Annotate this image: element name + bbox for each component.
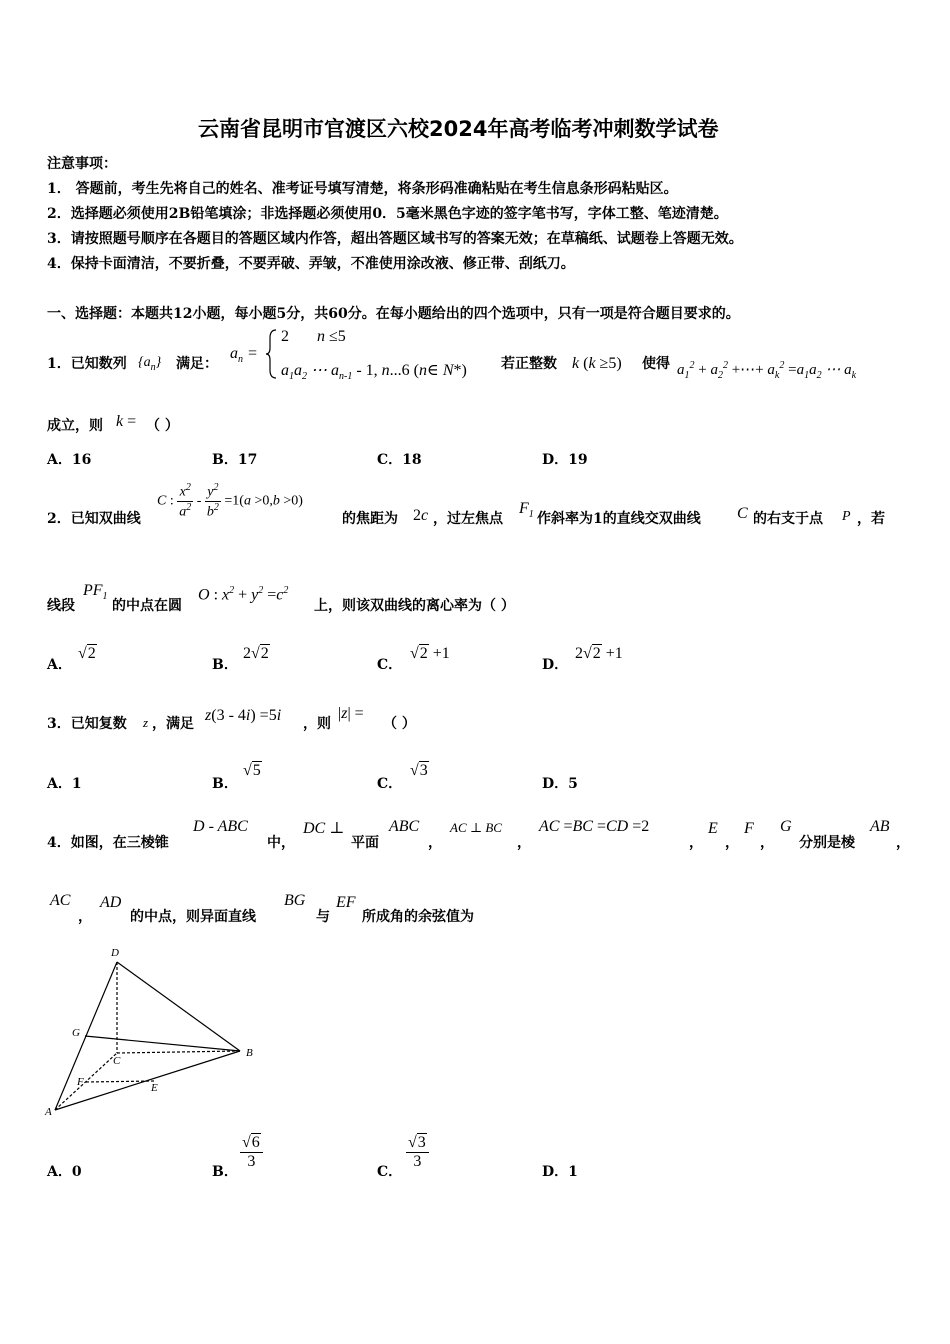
q4-comma-2: ， — [517, 835, 531, 851]
q3-text-1: 3．已知复数 — [47, 716, 127, 732]
q2-text-1: 2．已知双曲线 — [47, 511, 141, 527]
q2-p: P — [842, 509, 851, 524]
q1-seq-an: $\{a_n\}$ — [138, 355, 162, 373]
q4-option-b-label: B． — [212, 1164, 238, 1180]
q4-text-2: 中， — [267, 835, 295, 851]
q2-text-3: ，过左焦点 — [433, 511, 503, 527]
q3-z: z — [143, 715, 149, 730]
q1-option-b: B．17 — [212, 452, 258, 468]
q4-option-a: A．0 — [47, 1164, 82, 1180]
notice-heading: 注意事项： — [47, 156, 117, 172]
q4-text-6: 与 — [316, 909, 330, 925]
label-g: G — [72, 1027, 80, 1039]
q2-c: C — [737, 505, 748, 522]
q1-brace — [266, 328, 278, 380]
q2-text-7: 线段 — [47, 598, 75, 614]
q4-ac: AC — [50, 892, 71, 909]
q4-text-3: 平面 — [351, 835, 379, 851]
q1-equation: $a_1^2 + a_2^2$ +⋯+ $a_k^2 =a_1a_2$ ⋯ $a_k$ — [677, 360, 857, 381]
q4-comma-3: ， — [689, 835, 703, 851]
q4-option-c-value: $\frac{√3}{3}$ — [406, 1134, 429, 1171]
q4-text-5: 的中点，则异面直线 — [130, 909, 256, 925]
q2-circle: O : $x^2 + y^2 =c^2$ — [198, 585, 289, 604]
q2-option-d-value: 2√2 +1 — [575, 645, 623, 662]
q2-option-a-label: A． — [47, 657, 72, 673]
q3-text-3: ，则 — [303, 716, 331, 732]
q4-abc: ABC — [389, 818, 420, 835]
q2-text-6: ，若 — [857, 511, 885, 527]
q4-comma-4: ， — [725, 835, 739, 851]
notice-item-2: 2．选择题必须使用2B铅笔填涂；非选择题必须使用0．5毫米黑色字迹的签字笔书写，字体工整、笔迹清楚。 — [47, 206, 728, 222]
label-c: C — [113, 1055, 121, 1067]
q4-option-c-label: C． — [377, 1164, 403, 1180]
q1-text-4: 使得 — [642, 356, 670, 372]
q4-dc-perp: DC ⊥ — [303, 820, 345, 837]
label-b: B — [246, 1047, 253, 1059]
q2-text-8: 的中点在圆 — [112, 598, 182, 614]
q2-option-c-label: C． — [377, 657, 403, 673]
q3-option-b-label: B． — [212, 776, 238, 792]
q2-hyperbola: C : $\frac{x^2}{a^2}$ - $\frac{y^2}{b^2}$ =1(a >0,b >0) — [157, 482, 303, 520]
label-f: F — [77, 1076, 84, 1088]
q1-text-1: 1．已知数列 — [47, 356, 127, 372]
q1-k-eq: k = — [116, 413, 137, 430]
label-a: A — [45, 1106, 52, 1118]
q2-option-b-label: B． — [212, 657, 238, 673]
q4-comma-6: ， — [896, 835, 910, 851]
q2-text-4: 作斜率为1的直线交双曲线 — [537, 511, 701, 527]
section-heading: 一、选择题：本题共12小题，每小题5分，共60分。在每小题给出的四个选项中，只有一项是符合题目要求的。 — [47, 306, 740, 322]
q3-text-4: （ ） — [383, 716, 416, 732]
q4-text-4: 分别是棱 — [799, 835, 855, 851]
label-d: D — [111, 947, 119, 959]
q3-option-c-value: √3 — [410, 762, 428, 779]
q1-case-2: $a_1a_2$ ⋯ $a_{n-1} - 1$, n...6 (n∈ N*) — [281, 362, 467, 383]
q2-option-d-label: D． — [542, 657, 569, 673]
q4-ac-perp-bc: AC ⊥ BC — [450, 820, 502, 835]
edge-cb — [117, 1051, 240, 1053]
q3-abs-z: |z| = — [338, 705, 364, 722]
q1-option-d: D．19 — [542, 452, 588, 468]
q2-text-5: 的右支于点 — [753, 511, 823, 527]
q3-option-d: D．5 — [542, 776, 578, 792]
q4-ad: AD — [100, 894, 122, 911]
q4-ef: EF — [336, 894, 356, 911]
q2-text-2: 的焦距为 — [342, 511, 398, 527]
q1-text-2: 满足： — [176, 356, 218, 372]
q2-option-a-value: √2 — [78, 645, 96, 662]
q3-text-2: ，满足 — [152, 716, 194, 732]
q4-tetra: D - ABC — [193, 818, 248, 835]
q4-g: G — [780, 818, 792, 835]
q4-e: E — [708, 820, 718, 837]
q1-case-1: 2 n ≤5 — [281, 328, 346, 345]
q1-formula-an: $a_n$ = — [230, 345, 258, 366]
q1-text-6: （ ） — [146, 418, 179, 434]
q4-text-1: 4．如图，在三棱锥 — [47, 835, 169, 851]
q4-text-7: 所成角的余弦值为 — [362, 909, 474, 925]
notice-item-4: 4．保持卡面清洁，不要折叠，不要弄破、弄皱，不准使用涂改液、修正带、刮纸刀。 — [47, 256, 575, 272]
q2-option-c-value: √2 +1 — [410, 645, 450, 662]
q1-option-a: A．16 — [47, 452, 92, 468]
q1-text-5: 成立，则 — [47, 418, 103, 434]
q2-2c: 2c — [413, 507, 429, 524]
q1-text-3: 若正整数 — [501, 356, 557, 372]
q3-option-a: A．1 — [47, 776, 82, 792]
edge-db — [117, 962, 240, 1051]
q4-comma-5: ， — [760, 835, 774, 851]
tetrahedron-figure — [40, 940, 270, 1120]
label-e: E — [151, 1082, 158, 1094]
q4-lengths: AC =BC =CD =2 — [539, 818, 650, 835]
q2-text-9: 上，则该双曲线的离心率为（ ） — [314, 598, 515, 614]
notice-item-3: 3．请按照题号顺序在各题目的答题区域内作答，超出答题区域书写的答案无效；在草稿纸、试题卷上答题无效。 — [47, 231, 743, 247]
q4-option-d: D．1 — [542, 1164, 578, 1180]
q2-option-b-value: 2√2 — [243, 645, 269, 662]
q4-bg: BG — [284, 892, 306, 909]
q1-option-c: C．18 — [377, 452, 422, 468]
q4-f: F — [744, 820, 754, 837]
q4-comma-1: ， — [428, 835, 442, 851]
q4-comma-7: ， — [78, 909, 92, 925]
page-title: 云南省昆明市官渡区六校2024年高考临考冲刺数学试卷 — [198, 117, 719, 141]
segment-gb — [85, 1036, 240, 1051]
q1-k-cond: k (k ≥5) — [572, 355, 622, 372]
q2-pf1: $PF_1$ — [83, 582, 108, 603]
q4-option-b-value: $\frac{√6}{3}$ — [240, 1134, 263, 1171]
q2-f1: $F_1$ — [519, 500, 534, 521]
notice-item-1: 1． 答题前，考生先将自己的姓名、准考证号填写清楚，将条形码准确粘贴在考生信息条形码粘贴区。 — [47, 181, 678, 197]
q3-equation: z(3 - 4i) =5i — [205, 707, 282, 724]
q3-option-b-value: √5 — [243, 762, 261, 779]
q3-option-c-label: C． — [377, 776, 403, 792]
q4-ab: AB — [870, 818, 890, 835]
